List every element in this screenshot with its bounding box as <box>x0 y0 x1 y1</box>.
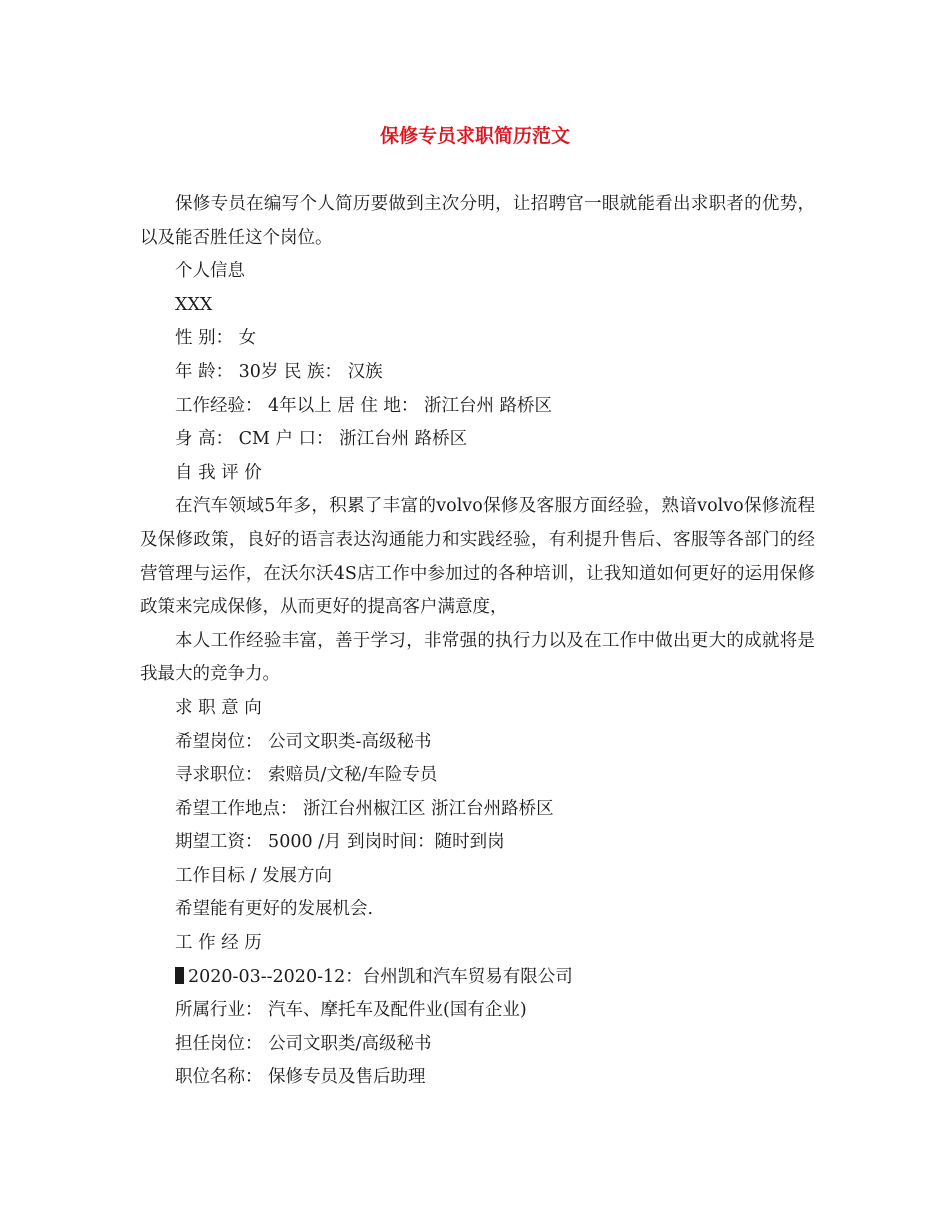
desired-location-line: 希望工作地点： 浙江台州椒江区 浙江台州路桥区 <box>175 798 554 819</box>
personal-info-heading: 个人信息 <box>175 261 245 282</box>
work-goal-text: 希望能有更好的发展机会. <box>175 899 374 920</box>
desired-position-line: 希望岗位： 公司文职类-高级秘书 <box>175 731 432 752</box>
document-body <box>140 188 815 1095</box>
experience-residence-line: 工作经验： 4年以上 居 住 地： 浙江台州 路桥区 <box>175 395 553 416</box>
work-period-line <box>140 961 815 995</box>
self-evaluation-paragraph-1: 在汽车领域5年多，积累了丰富的volvo保修及客服方面经验，熟谙volvo保修流程及保修政策，良好的语言表达沟通能力和实践经验，有利提升售后、客服等各部门的经营管理与运作，在沃尔沃4S店工作中参加过的各种培训，让我知道如何更好的运用保修政策来完成保修，从而更好的提高客户满意度， <box>140 496 815 618</box>
job-intention-heading: 求 职 意 向 <box>175 697 262 718</box>
work-history-heading: 工 作 经 历 <box>175 933 262 954</box>
height-hukou-line: 身 高： CM 户 口： 浙江台州 路桥区 <box>175 429 468 450</box>
industry-line: 所属行业： 汽车、摩托车及配件业(国有企业) <box>175 1000 527 1021</box>
applicant-name: XXX <box>175 294 213 315</box>
intro-paragraph: 保修专员在编写个人简历要做到主次分明，让招聘官一眼就能看出求职者的优势，以及能否胜任这个岗位。 <box>140 194 815 248</box>
salary-availability-line: 期望工资： 5000 /月 到岗时间：随时到岗 <box>175 832 505 853</box>
age-ethnicity-line: 年 龄： 30岁 民 族： 汉族 <box>175 361 383 382</box>
work-goal-heading: 工作目标 / 发展方向 <box>175 865 333 886</box>
self-evaluation-heading: 自 我 评 价 <box>175 462 262 483</box>
self-evaluation-paragraph-2: 本人工作经验丰富，善于学习，非常强的执行力以及在工作中做出更大的成就将是我最大的竞争力。 <box>140 630 815 685</box>
work-period-text: 2020-03--2020-12：台州凯和汽车贸易有限公司 <box>188 966 573 987</box>
job-title-line: 职位名称： 保修专员及售后助理 <box>175 1067 426 1088</box>
gender-line: 性 别： 女 <box>175 328 257 349</box>
seeking-position-line: 寻求职位： 索赔员/文秘/车险专员 <box>175 765 438 786</box>
bullet-block-icon <box>175 967 184 984</box>
post-line: 担任岗位： 公司文职类/高级秘书 <box>175 1033 432 1054</box>
document-title: 保修专员求职简历范文 <box>379 125 570 147</box>
